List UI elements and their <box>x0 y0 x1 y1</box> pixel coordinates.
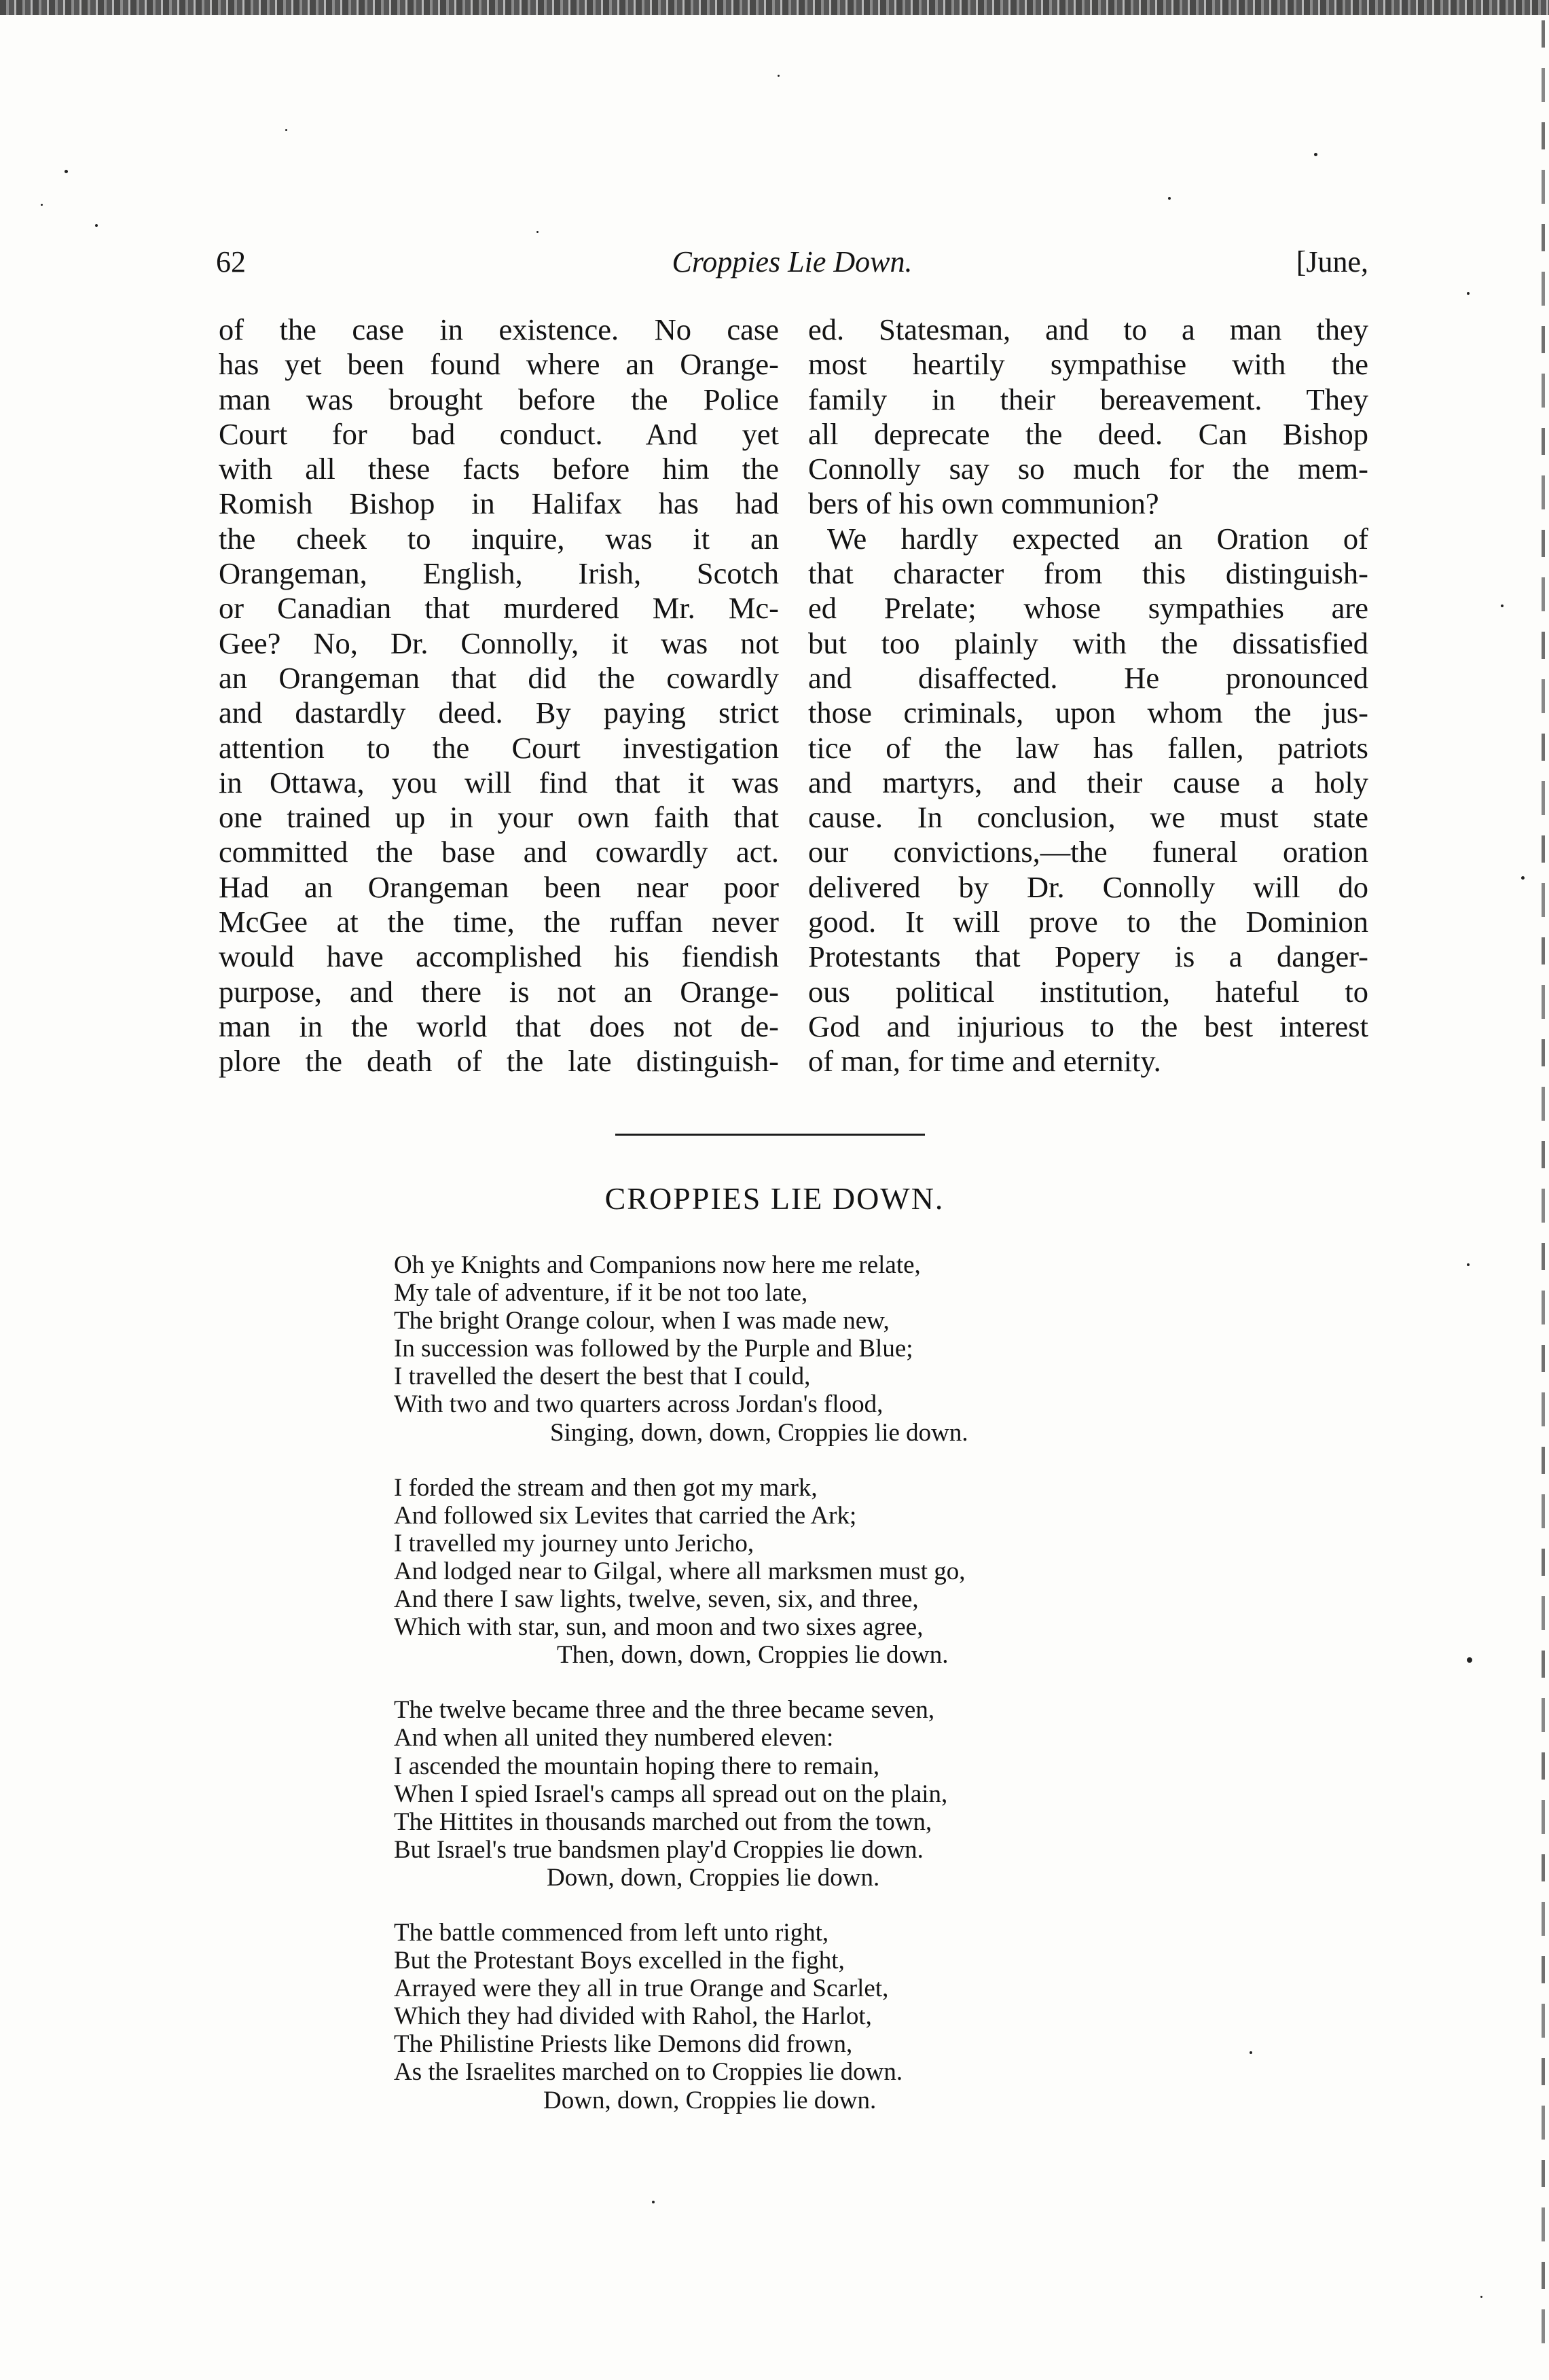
text-line: most heartily sympathise with the <box>808 347 1368 382</box>
text-line: or Canadian that murdered Mr. Mc- <box>219 591 779 626</box>
text-line: delivered by Dr. Connolly will do <box>808 869 1368 904</box>
verse-line: The bright Orange colour, when I was made new, <box>394 1307 890 1335</box>
text-line: McGee at the time, the ruffan never <box>219 905 779 939</box>
text-line: Court for bad conduct. And yet <box>219 416 779 451</box>
poem-title: CROPPIES LIE DOWN. <box>604 1181 945 1216</box>
scan-speck <box>778 75 780 77</box>
page-number: 62 <box>216 245 246 278</box>
text-line: Connolly say so much for the mem- <box>808 452 1368 486</box>
verse-line: Oh ye Knights and Companions now here me relate, <box>394 1251 921 1279</box>
left-column <box>219 312 779 1079</box>
verse-line: And when all united they numbered eleven: <box>394 1724 834 1752</box>
scan-speck <box>1250 2051 1252 2054</box>
text-line: ed. Statesman, and to a man they <box>808 312 1368 346</box>
verse-line: Which they had divided with Rahol, the Harlot, <box>394 2002 872 2031</box>
text-line: We hardly expected an Oration of <box>827 521 1368 556</box>
text-line: ed Prelate; whose sympathies are <box>808 591 1368 626</box>
stanza <box>394 1919 1209 2114</box>
verse-line: The Hittites in thousands marched out from the town, <box>394 1807 932 1836</box>
text-line: committed the base and cowardly act. <box>219 835 779 869</box>
text-line: man was brought before the Police <box>219 382 779 416</box>
text-line: and dastardly deed. By paying strict <box>219 696 779 730</box>
scan-speck <box>1168 197 1171 200</box>
text-line: and disaffected. He pronounced <box>808 660 1368 695</box>
text-line: in Ottawa, you will find that it was <box>219 765 779 799</box>
verse-line: As the Israelites marched on to Croppies lie down. <box>394 2058 903 2087</box>
text-line: but too plainly with the dissatisfied <box>808 626 1368 660</box>
text-line: one trained up in your own faith that <box>219 800 779 835</box>
text-line: family in their bereavement. They <box>808 382 1368 416</box>
scan-speck <box>1480 2296 1482 2298</box>
text-line: ous political institution, hateful to <box>808 974 1368 1009</box>
verse-line: Which with star, sun, and moon and two sixes agree, <box>394 1613 924 1642</box>
text-line: Had an Orangeman been near poor <box>219 869 779 904</box>
verse-line: I ascended the mountain hoping there to remain, <box>394 1752 880 1780</box>
refrain-line: Singing, down, down, Croppies lie down. <box>550 1418 968 1447</box>
scan-speck <box>65 170 68 173</box>
text-line: tice of the law has fallen, patriots <box>808 730 1368 765</box>
verse-line: But the Protestant Boys excelled in the fight, <box>394 1947 845 1975</box>
text-line: with all these facts before him the <box>219 452 779 486</box>
scan-speck <box>285 129 287 131</box>
running-head <box>216 242 1368 283</box>
scan-speck <box>1521 876 1525 880</box>
verse-line: The twelve became three and the three became seven, <box>394 1696 935 1725</box>
text-line: plore the death of the late distinguish- <box>219 1044 779 1079</box>
stanza <box>394 1251 1209 1447</box>
text-line: purpose, and there is not an Orange- <box>219 974 779 1009</box>
running-month: [June, <box>1296 245 1368 278</box>
text-line: man in the world that does not de- <box>219 1009 779 1043</box>
scan-speck <box>95 224 98 227</box>
scan-speck <box>1467 292 1470 295</box>
text-line: good. It will prove to the Dominion <box>808 905 1368 939</box>
scan-speck <box>536 231 539 233</box>
text-line: those criminals, upon whom the jus- <box>808 696 1368 730</box>
text-line: cause. In conclusion, we must state <box>808 800 1368 835</box>
scan-speck <box>1467 1657 1472 1663</box>
verse-line: The battle commenced from left unto right, <box>394 1918 829 1947</box>
text-line: Protestants that Popery is a danger- <box>808 939 1368 974</box>
verse-line: And followed six Levites that carried the Ark; <box>394 1501 857 1530</box>
text-line: of the case in existence. No case <box>219 312 779 346</box>
text-line: bers of his own communion? <box>808 486 1159 521</box>
text-line: has yet been found where an Orange- <box>219 347 779 382</box>
refrain-line: Then, down, down, Croppies lie down. <box>557 1641 949 1670</box>
refrain-line: Down, down, Croppies lie down. <box>547 1863 880 1892</box>
text-line: an Orangeman that did the cowardly <box>219 660 779 695</box>
verse-line: I forded the stream and then got my mark, <box>394 1473 818 1502</box>
text-line: the cheek to inquire, was it an <box>219 521 779 556</box>
refrain-line: Down, down, Croppies lie down. <box>543 2086 877 2114</box>
verse-line: The Philistine Priests like Demons did frown, <box>394 2030 853 2059</box>
verse-line: When I spied Israel's camps all spread out on the plain, <box>394 1780 948 1808</box>
scan-speck <box>1501 605 1504 607</box>
stanza <box>394 1474 1209 1670</box>
scan-speck <box>41 204 43 206</box>
text-line: Romish Bishop in Halifax has had <box>219 486 779 521</box>
section-divider <box>615 1134 925 1136</box>
scan-speck <box>1467 1263 1470 1266</box>
text-line: Orangeman, English, Irish, Scotch <box>219 556 779 591</box>
text-line: God and injurious to the best interest <box>808 1009 1368 1043</box>
verse-line: With two and two quarters across Jordan's flood, <box>394 1390 883 1419</box>
verse-line: I travelled my journey unto Jericho, <box>394 1529 754 1557</box>
text-line: of man, for time and eternity. <box>808 1044 1161 1079</box>
verse-line: Arrayed were they all in true Orange and Scarlet, <box>394 1975 889 2003</box>
text-line: our convictions,—the funeral oration <box>808 835 1368 869</box>
verse-line: In succession was followed by the Purple and Blue; <box>394 1335 913 1363</box>
right-column <box>808 312 1368 1079</box>
text-line: Gee? No, Dr. Connolly, it was not <box>219 626 779 660</box>
poem <box>394 1251 1209 2142</box>
text-line: attention to the Court investigation <box>219 730 779 765</box>
scan-speck <box>652 2201 655 2203</box>
text-line: would have accomplished his fiendish <box>219 939 779 974</box>
scan-speck <box>1314 153 1317 156</box>
verse-line: But Israel's true bandsmen play'd Croppies lie down. <box>394 1835 924 1864</box>
verse-line: My tale of adventure, if it be not too late, <box>394 1279 808 1308</box>
verse-line: And lodged near to Gilgal, where all marksmen must go, <box>394 1557 966 1585</box>
verse-line: I travelled the desert the best that I could, <box>394 1363 811 1391</box>
running-title: Croppies Lie Down. <box>672 245 913 278</box>
text-line: and martyrs, and their cause a holy <box>808 765 1368 799</box>
text-line: all deprecate the deed. Can Bishop <box>808 416 1368 451</box>
scan-edge-top <box>0 0 1549 15</box>
text-line: that character from this distinguish- <box>808 556 1368 591</box>
stanza <box>394 1696 1209 1892</box>
verse-line: And there I saw lights, twelve, seven, six, and three, <box>394 1585 919 1614</box>
